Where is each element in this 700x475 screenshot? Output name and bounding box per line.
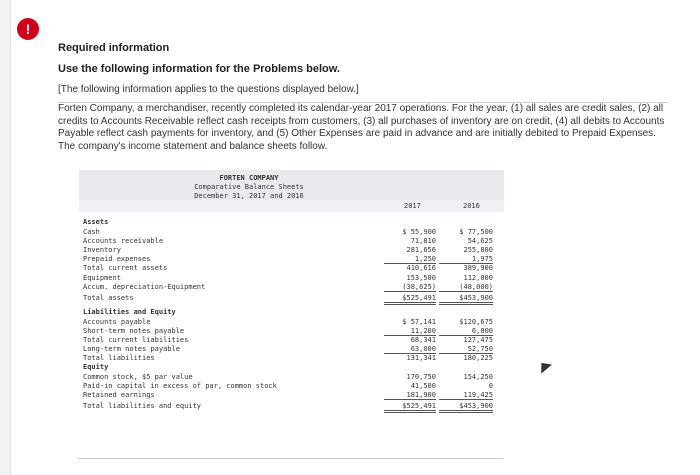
balance-row-label: Total liabilities and equity xyxy=(83,402,202,410)
balance-value-2017: 410,616 xyxy=(406,264,436,272)
balance-row-label: Paid-in capital in excess of par, common stock xyxy=(83,382,277,390)
balance-value-2016: $453,900 xyxy=(439,402,493,413)
balance-sheet-header xyxy=(79,170,504,200)
balance-value-2017: 281,656 xyxy=(406,246,436,254)
balance-value-2016: 154,250 xyxy=(463,373,493,381)
balance-value-2016: 180,225 xyxy=(463,354,493,362)
balance-row-label: Accounts receivable xyxy=(83,237,164,245)
balance-row-label: Cash xyxy=(83,228,100,236)
mouse-cursor-icon xyxy=(536,358,552,373)
balance-value-2016: $453,900 xyxy=(439,294,493,305)
balance-row-label: Total assets xyxy=(83,294,134,302)
balance-value-2017: 63,000 xyxy=(384,345,436,354)
balance-value-2016: $ 77,500 xyxy=(459,228,493,236)
balance-row-label: Common stock, $5 par value xyxy=(83,373,193,381)
balance-row-label: Liabilities and Equity xyxy=(83,308,176,316)
balance-value-2017: $525,491 xyxy=(384,294,436,305)
balance-sheet-image xyxy=(79,170,504,438)
balance-row-label: Total current liabilities xyxy=(83,336,189,344)
balance-row-label: Total liabilities xyxy=(83,354,155,362)
statement-date: December 31, 2017 and 2016 xyxy=(194,192,304,200)
balance-value-2017: (38,625) xyxy=(384,283,436,292)
balance-value-2016: 112,000 xyxy=(463,274,493,282)
balance-value-2016: 127,475 xyxy=(463,336,493,344)
balance-value-2016: $120,675 xyxy=(459,318,493,326)
bottom-divider xyxy=(78,458,503,459)
problem-paragraph: Forten Company, a merchandiser, recently completed its calendar-year 2017 operations. For the year, (1) all sales are credit sales, (2) all credits to Accounts Receivable reflect cash receipts from customers, (3) all purchases of inventory are on credit, (4) all debits to Accounts Payable reflect cash payments for inventory, and (5) Other Expenses are paid in advance and are initially debited to Prepaid Expenses. The company's income statement and balance sheets follow. xyxy=(58,103,665,152)
balance-value-2016: 119,425 xyxy=(439,391,493,400)
balance-row-label: Accum. depreciation-Equipment xyxy=(83,283,206,291)
balance-value-2017: 11,200 xyxy=(384,327,436,336)
alert-icon: ! xyxy=(17,18,39,40)
balance-value-2017: 181,900 xyxy=(384,391,436,400)
required-information-heading: Required information xyxy=(58,42,170,54)
balance-value-2016: 6,800 xyxy=(439,327,493,336)
use-information-heading: Use the following information for the Problems below. xyxy=(58,63,340,75)
applies-note: [The following information applies to the questions displayed below.] xyxy=(58,84,359,95)
balance-value-2016: 255,800 xyxy=(463,246,493,254)
balance-value-2017: $ 55,900 xyxy=(402,228,436,236)
balance-value-2016: 52,750 xyxy=(439,345,493,354)
balance-row-label: Inventory xyxy=(83,246,121,254)
balance-value-2016: (48,000) xyxy=(439,283,493,292)
balance-row-label: Equity xyxy=(83,363,109,371)
balance-row-label: Retained earnings xyxy=(83,391,155,399)
year-header-band xyxy=(79,200,504,212)
year-2017: 2017 xyxy=(404,202,421,210)
balance-value-2017: 68,341 xyxy=(410,336,436,344)
balance-value-2017: 71,810 xyxy=(410,237,436,245)
balance-row-label: Long-term notes payable xyxy=(83,345,180,353)
balance-value-2016: 54,625 xyxy=(467,237,493,245)
balance-value-2017: $ 57,141 xyxy=(402,318,436,326)
balance-value-2017: $525,491 xyxy=(384,402,436,413)
balance-value-2016: 389,900 xyxy=(463,264,493,272)
balance-value-2017: 1,250 xyxy=(384,255,436,264)
statement-title: Comparative Balance Sheets xyxy=(194,183,304,191)
balance-row-label: Assets xyxy=(83,218,109,226)
balance-value-2017: 170,750 xyxy=(406,373,436,381)
balance-value-2016: 0 xyxy=(488,382,493,390)
balance-row-label: Total current assets xyxy=(83,264,168,272)
company-name: FORTEN COMPANY xyxy=(219,174,279,182)
balance-value-2017: 153,500 xyxy=(406,274,436,282)
content-card xyxy=(10,0,700,475)
balance-value-2016: 1,975 xyxy=(439,255,493,264)
balance-row-label: Accounts payable xyxy=(83,318,151,326)
balance-row-label: Prepaid expenses xyxy=(83,255,151,263)
year-2016: 2016 xyxy=(463,202,480,210)
balance-value-2017: 41,500 xyxy=(410,382,436,390)
balance-value-2017: 131,341 xyxy=(406,354,436,362)
balance-row-label: Short-term notes payable xyxy=(83,327,185,335)
balance-row-label: Equipment xyxy=(83,274,121,282)
